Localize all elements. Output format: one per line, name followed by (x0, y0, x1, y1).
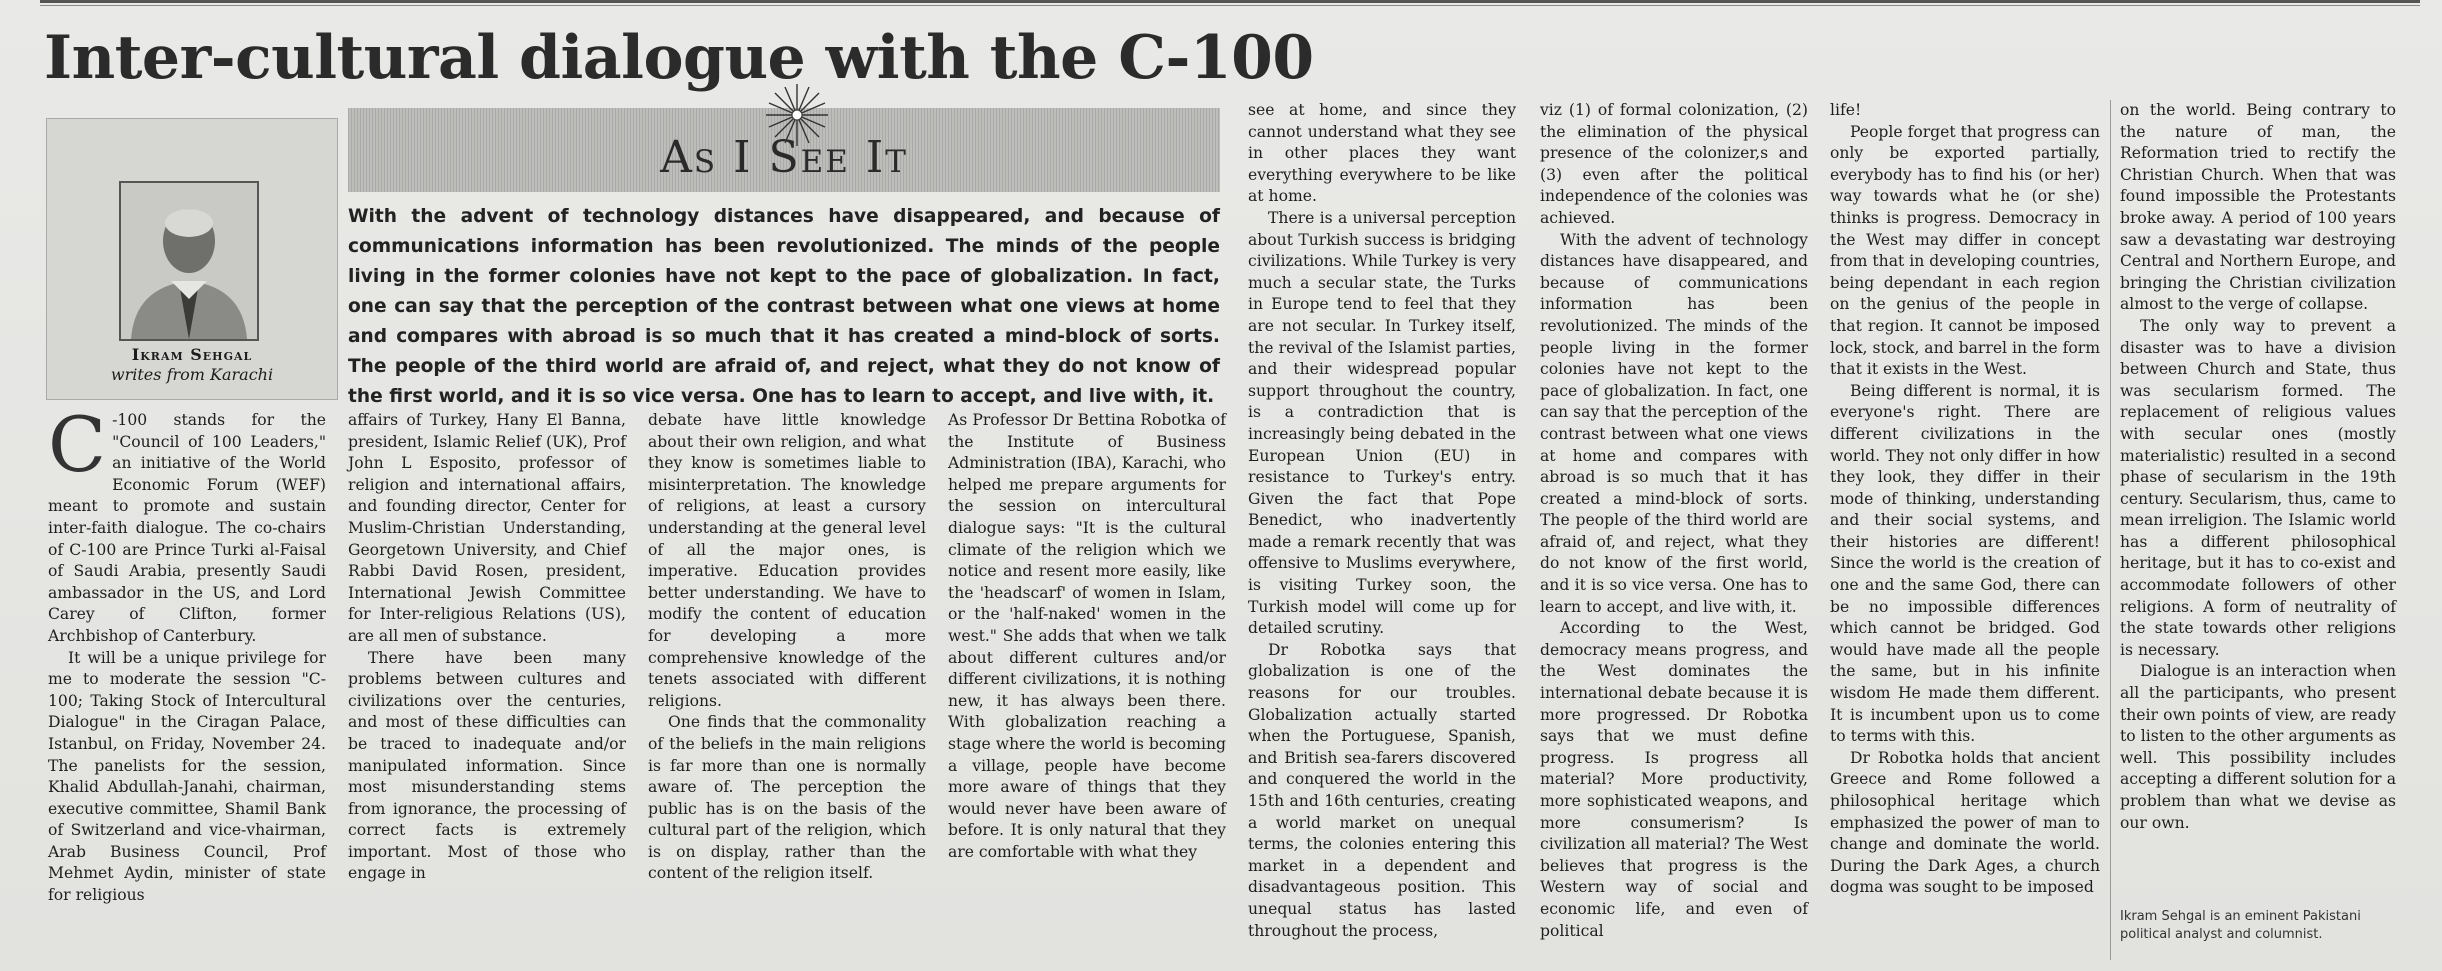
paragraph: It will be a unique privilege for me to moderate the session "C-100; Taking Stock of Intercultural Dialogue" in the Ciragan Palace, Istanbul, on Friday, November 24. The panelists for the session, Khalid Abdullah-Janahi, chairman, executive committee, Shamil Bank of Switzerland and vice-vhairman, Arab Business Council, Prof Mehmet Aydin, minister of state for religious (48, 648, 326, 905)
author-footnote: Ikram Sehgal is an eminent Pakistani political analyst and columnist. (2120, 909, 2361, 942)
author-photo (119, 181, 259, 341)
paragraph: Being different is normal, it is everyone's right. There are different civilizations in the world. They not only differ in how they look, they differ in their mode of thinking, understanding and their social systems, and their histories are different! Since the world is the creation of one and the same God, there can be no impossible differences which cannot be bridged. God would have made all the people the same, but in his infinite wisdom He made them different. It is incumbent upon us to come to terms with this. (1830, 381, 2100, 746)
article-column-5 (1248, 100, 1516, 942)
article-column-1 (48, 400, 326, 907)
headline: Inter-cultural dialogue with the C-100 (44, 23, 1314, 93)
top-rule-thin (40, 5, 2420, 6)
article-column-2 (348, 410, 626, 885)
article-column-3 (648, 410, 926, 885)
paragraph: life! (1830, 101, 1862, 119)
paragraph: viz (1) of formal colonization, (2) the elimination of the physical presence of the colonizer,s and (3) even after the political independence of the colonies was achieved. (1540, 101, 1808, 227)
paragraph: People forget that progress can only be exported partially, everybody has to find his (or her) way towards what he (or she) thinks is progress. Democracy in the West may differ in concept from that in developing countries, being dependant in each region on the genius of the people in that region. It cannot be imposed lock, stock, and barrel in the form that it exists in the West. (1830, 122, 2100, 379)
paragraph: There is a universal perception about Turkish success is bridging civilizations. While Turkey is very much a secular state, the Turks in Europe tend to feel that they are not secular. In Turkey itself, the revival of the Islamist parties, and their widespread popular support throughout the country, is a contradiction that is increasingly being debated in the European Union (EU) in resistance to Turkey's entry. Given the fact that Pope Benedict, who inadvertently made a remark recently that was offensive to Muslims everywhere, is visiting Turkey soon, the Turkish model will come up for detailed scrutiny. (1248, 208, 1516, 638)
article-column-4 (948, 410, 1226, 863)
article-column-6 (1540, 100, 1808, 942)
paragraph: Dr Robotka says that globalization is one of the reasons for our troubles. Globalization actually started when the Portuguese, Spanish, and British sea-farers discovered and conquered the world in the 15th and 16th centuries, creating a world market on unequal terms, the colonies entering this market in a dependent and disadvantageous position. This unequal status has lasted throughout the process, (1248, 640, 1516, 940)
paragraph: With the advent of technology distances have disappeared, and because of communications information has been revolutionized. The minds of the people living in the former colonies have not kept to the pace of globalization. In fact, one can say that the perception of the contrast between what one views at home and compares with abroad is so much that it has created a mind-block of sorts. The people of the third world are afraid of, and reject, what they do not know of the first world, and it is so vice versa. One has to learn to accept, and live with, it. (1540, 230, 1808, 616)
paragraph: One finds that the commonality of the beliefs in the main religions is far more than one is normally aware of. The perception the public has is on the basis of the cultural part of the religion, which is on display, rather than the content of the religion itself. (648, 713, 926, 883)
paragraph: -100 stands for the "Council of 100 Leaders," an initiative of the World Economic Forum (WEF) meant to promote and sustain inter-faith dialogue. The co-chairs of C-100 are Prince Turki al-Faisal of Saudi Arabia, presently Saudi ambassador in the US, and Lord Carey of Clifton, former Archbishop of Canterbury. (48, 411, 326, 645)
paragraph: There have been many problems between cultures and civilizations over the centuries, and most of these difficulties can be traced to inadequate and/or manipulated information. Since most misunderstanding stems from ignorance, the processing of correct facts is extremely important. Most of those who engage in (348, 648, 626, 883)
paragraph: The only way to prevent a disaster was to have a division between Church and State, thus was secularism formed. The replacement of religious values with secular ones (mostly materialistic) resulted in a second phase of secularism in the 19th century. Secularism, thus, came to mean irreligion. The Islamic world has a different philosophical heritage, but it has to co-exist and accommodate followers of other religions. A form of neutrality of the state towards other religions is necessary. (2120, 316, 2396, 659)
starburst-icon (764, 82, 830, 148)
column-rule (2110, 100, 2111, 960)
paragraph: As Professor Dr Bettina Robotka of the Institute of Business Administration (IBA), Karachi, who helped me prepare arguments for the session on intercultural dialogue says: "It is the cultural climate of the religion which we notice and resent more easily, like the 'headscarf' of women in Islam, or the 'half-naked' women in the west." She adds that when we talk about different cultures and/or different civilizations, it is nothing new, it has always been there. With globalization reaching a stage where the world is becoming a village, people have become more aware of things that they would never have been aware of before. It is only natural that they are comfortable with what they (948, 411, 1226, 861)
paragraph: on the world. Being contrary to the nature of man, the Reformation tried to rectify the Christian Church. When that was found impossible the Protestants broke away. A period of 100 years saw a devastating war destroying Central and Northern Europe, and bringing the Christian civilization almost to the verge of collapse. (2120, 101, 2396, 314)
paragraph: affairs of Turkey, Hany El Banna, president, Islamic Relief (UK), Prof John L Esposito, professor of religion and international affairs, and founding director, Center for Muslim-Christian Understanding, Georgetown University, and Chief Rabbi David Rosen, president, International Jewish Committee for Inter-religious Relations (US), are all men of substance. (348, 411, 626, 645)
article-column-8 (2120, 100, 2396, 834)
lede-summary: With the advent of technology distances have disappeared, and because of communications information has been revolutionized. The minds of the people living in the former colonies have not kept to the pace of globalization. In fact, one can say that the perception of the contrast between what one views at home and compares with abroad is so much that it has created a mind-block of sorts. The people of the third world are afraid of, and reject, what they do not know of the first world, and it is so vice versa. One has to learn to accept, and live with, it. (348, 206, 1220, 407)
drop-cap: C (48, 400, 107, 489)
paragraph: debate have little knowledge about their own religion, and what they know is sometimes liable to misinterpretation. The knowledge of religions, at least a cursory understanding at the general level of all the major ones, is imperative. Education provides better understanding. We have to modify the content of education for developing a more comprehensive knowledge of the tenets associated with different religions. (648, 411, 926, 710)
paragraph: see at home, and since they cannot understand what they see in other places they want everything everywhere to be like at home. (1248, 101, 1516, 206)
paragraph: According to the West, democracy means progress, and the West dominates the international debate because it is more progressed. Dr Robotka says that we must define progress. Is progress all material? More productivity, more sophisticated weapons, and more consumerism? Is civilization all material? The West believes that progress is the Western way of social and economic life, and even of political (1540, 619, 1808, 940)
article-column-7 (1830, 100, 2100, 899)
paragraph: Dialogue is an interaction when all the participants, who present their own points of view, are ready to listen to the other arguments as well. This possibility includes accepting a different solution for a problem than what we devise as our own. (2120, 662, 2396, 832)
column-label: As I See It (660, 132, 908, 183)
author-name: Ikram Sehgal (131, 345, 253, 364)
top-rule (40, 0, 2420, 3)
author-portrait-icon (121, 183, 257, 339)
byline-box (46, 118, 338, 400)
paragraph: Dr Robotka holds that ancient Greece and Rome followed a philosophical heritage which emphasized the power of man to change and dominate the world. During the Dark Ages, a church dogma was sought to be imposed (1830, 748, 2100, 897)
author-location: writes from Karachi (110, 365, 274, 384)
